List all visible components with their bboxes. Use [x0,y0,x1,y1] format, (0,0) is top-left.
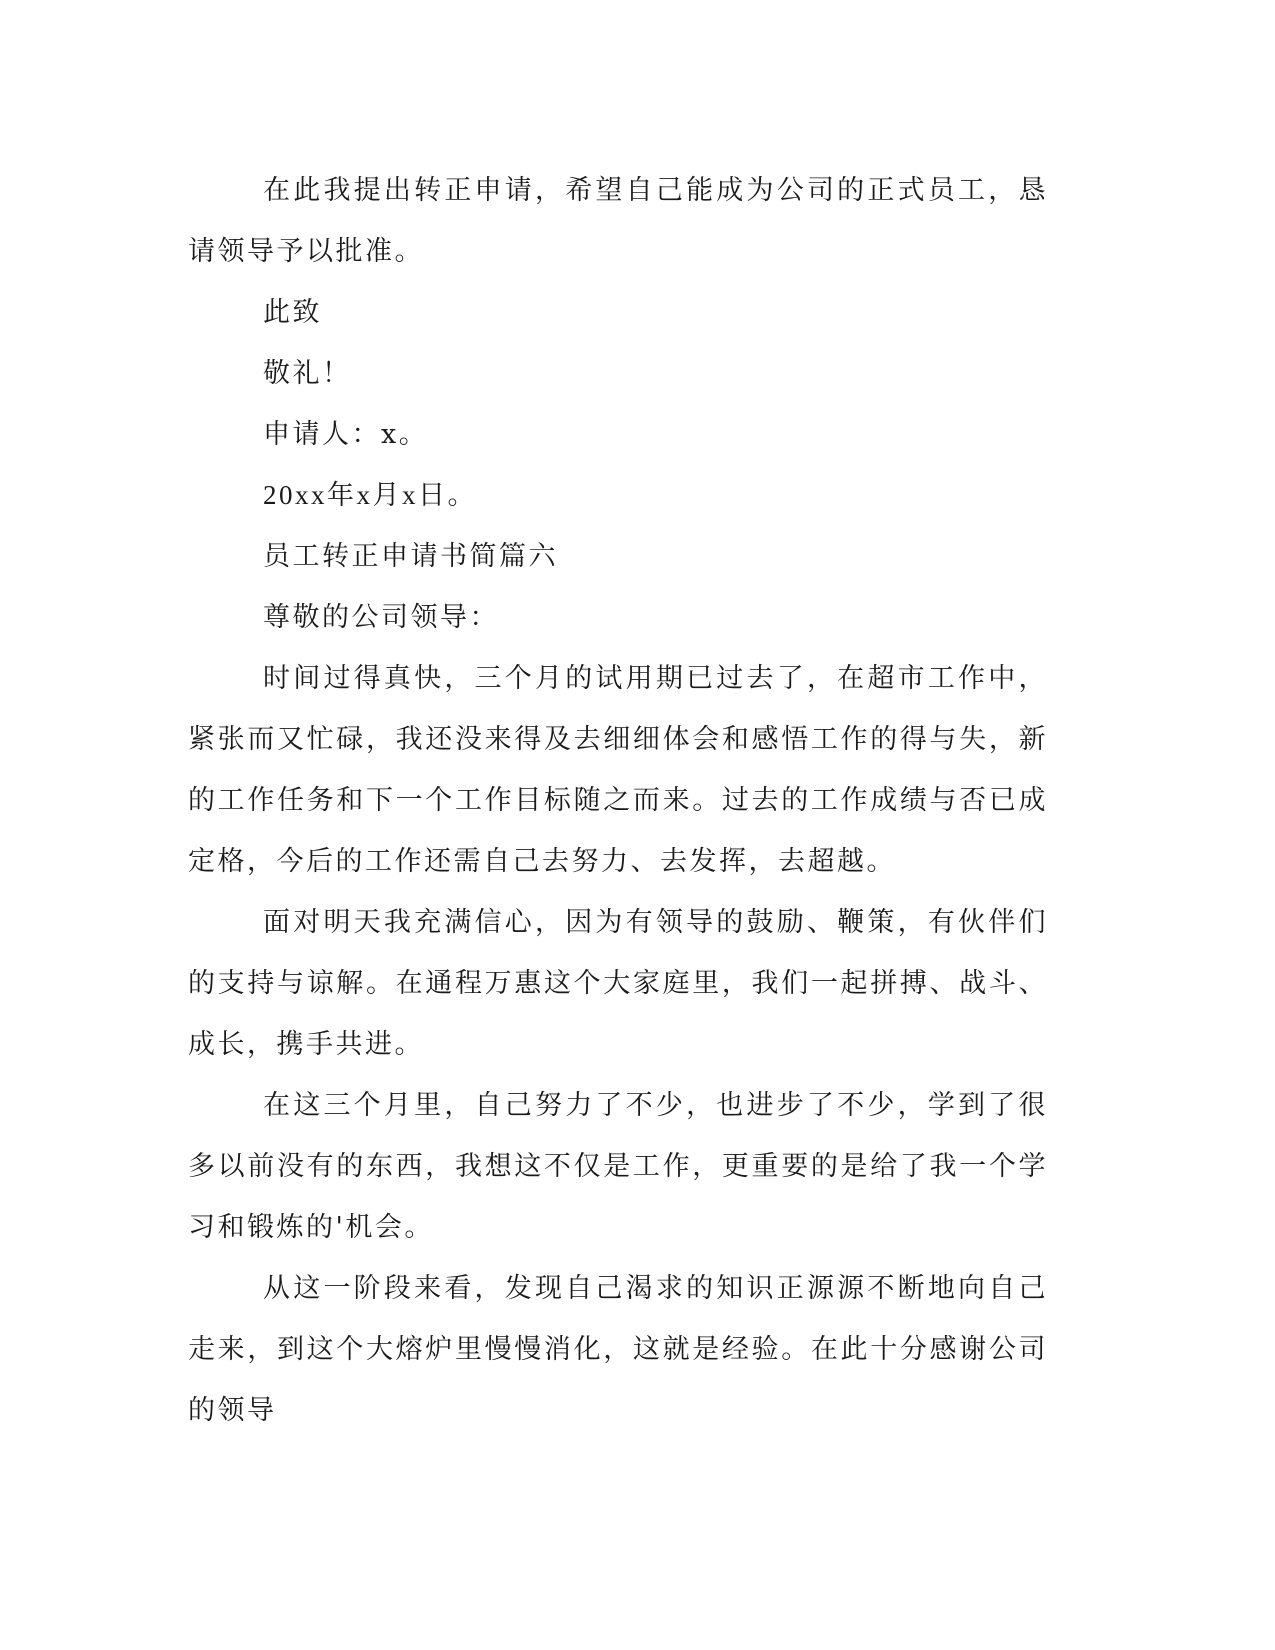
document-body [188,160,1048,1441]
paragraph-confidence: 面对明天我充满信心，因为有领导的鼓励、鞭策，有伙伴们的支持与谅解。在通程万惠这个大家庭里，我们一起拼搏、战斗、成长，携手共进。 [188,907,1048,1060]
paragraph-stage: 从这一阶段来看，发现自己渴求的知识正源源不断地向自己走来，到这个大熔炉里慢慢消化，这就是经验。在此十分感谢公司的领导 [188,1273,1048,1426]
closing-jingli: 敬礼！ [263,358,352,389]
applicant-line: 申请人：x。 [263,419,429,450]
paragraph-request: 在此我提出转正申请，希望自己能成为公司的正式员工，恳请领导予以批准。 [188,175,1048,267]
paragraph-three-months: 在这三个月里，自己努力了不少，也进步了不少，学到了很多以前没有的东西，我想这不仅是工作，更重要的是给了我一个学习和锻炼的'机会。 [188,1090,1048,1243]
section-title: 员工转正申请书简篇六 [263,541,558,572]
salutation: 尊敬的公司领导： [263,602,499,633]
paragraph-time-flies: 时间过得真快，三个月的试用期已过去了，在超市工作中，紧张而又忙碌，我还没来得及去细细体会和感悟工作的得与失，新的工作任务和下一个工作目标随之而来。过去的工作成绩与否已成定格，今后的工作还需自己去努力、去发挥，去超越。 [188,663,1048,877]
date-line: 20xx年x月x日。 [263,480,477,510]
closing-cizhi: 此致 [263,297,322,328]
